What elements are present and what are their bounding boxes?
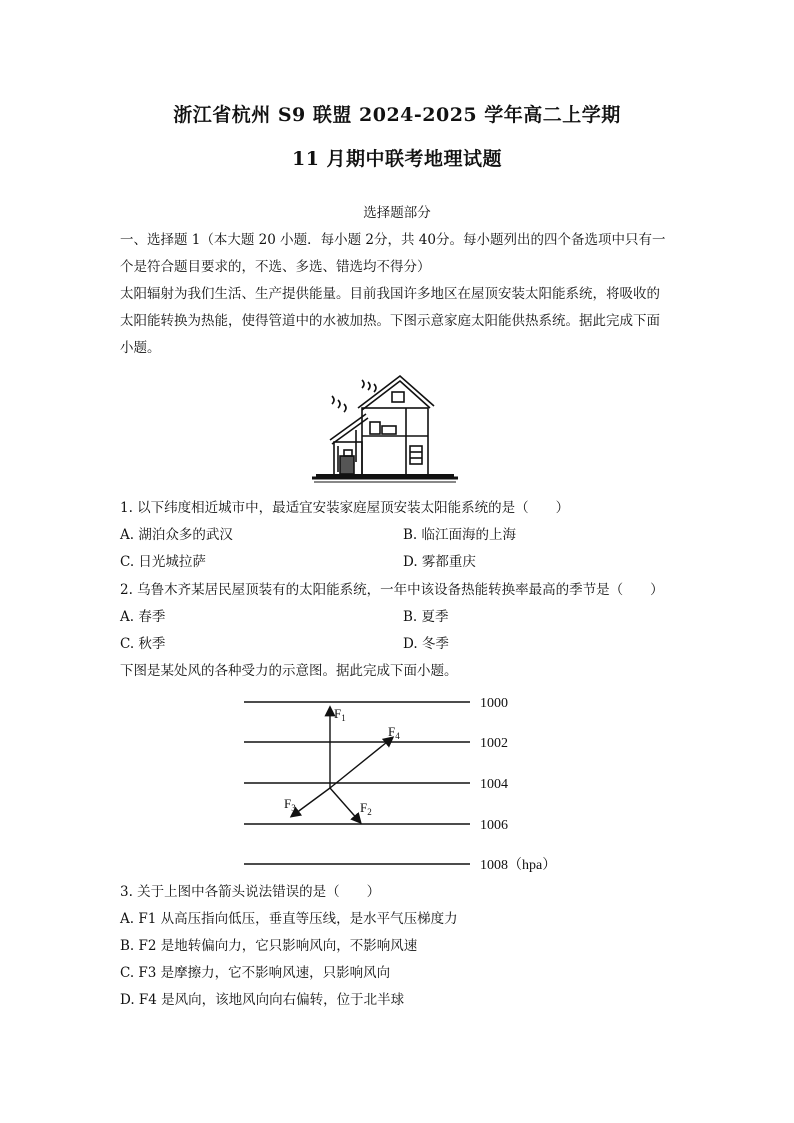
q2-option-d: D. 冬季 — [403, 636, 449, 652]
isobar-label-1000: 1000 — [480, 696, 508, 711]
document-title-line1: 浙江省杭州 S9 联盟 2024-2025 学年高二上学期 — [173, 104, 621, 126]
q3-option-a: A. F1 从高压指向低压，垂直等压线，是水平气压梯度力 — [120, 911, 458, 927]
q2-stem: 2. 乌鲁木齐某居民屋顶装有的太阳能系统，一年中该设备热能转换率最高的季节是（ ） — [120, 582, 664, 598]
arrow-f2 — [330, 788, 360, 822]
solar-house-illustration — [310, 372, 460, 488]
passage1-line1: 太阳辐射为我们生活、生产提供能量。目前我国许多地区在屋顶安装太阳能系统，将吸收的 — [120, 286, 660, 302]
q3-stem: 3. 关于上图中各箭头说法错误的是（ ） — [120, 884, 381, 900]
q1-option-a: A. 湖泊众多的武汉 — [120, 527, 233, 543]
isobar-label-1002: 1002 — [480, 736, 508, 751]
document-title-line2: 11 月期中联考地理试题 — [291, 148, 503, 170]
q1-stem: 1. 以下纬度相近城市中，最适宜安装家庭屋顶安装太阳能系统的是（ ） — [120, 500, 570, 516]
q2-option-b: B. 夏季 — [403, 609, 449, 625]
label-f2: $F_2$ — [360, 800, 372, 817]
label-f3: $F_3$ — [284, 796, 296, 813]
arrow-f3 — [292, 788, 330, 816]
isobar-label-1004: 1004 — [480, 777, 508, 792]
arrow-f4 — [330, 738, 392, 788]
passage1-line3: 小题。 — [120, 340, 161, 356]
passage1-line2: 太阳能转换为热能，使得管道中的水被加热。下图示意家庭太阳能供热系统。据此完成下面 — [120, 313, 660, 329]
isobar-label-1006: 1006 — [480, 818, 508, 833]
instructions-line2: 个是符合题目要求的，不选、多选、错选均不得分） — [120, 259, 431, 275]
label-f4: $F_4$ — [388, 724, 400, 741]
label-f1: $F_1$ — [334, 706, 346, 723]
q2-option-a: A. 春季 — [120, 609, 166, 625]
instructions-line1: 一、选择题 1（本大题 20 小题．每小题 2分，共 40分。每小题列出的四个备选项中只有一 — [120, 232, 666, 248]
passage2: 下图是某处风的各种受力的示意图。据此完成下面小题。 — [120, 663, 458, 679]
q3-option-c: C. F3 是摩擦力，它不影响风速，只影响风向 — [120, 965, 391, 981]
q3-option-d: D. F4 是风向，该地风向向右偏转，位于北半球 — [120, 992, 405, 1008]
q1-option-c: C. 日光城拉萨 — [120, 554, 206, 570]
q2-option-c: C. 秋季 — [120, 636, 166, 652]
section-heading: 选择题部分 — [363, 205, 431, 221]
q1-option-b: B. 临江面海的上海 — [403, 527, 517, 543]
q1-option-d: D. 雾都重庆 — [403, 554, 476, 570]
q3-option-b: B. F2 是地转偏向力，它只影响风向，不影响风速 — [120, 938, 418, 954]
isobar-label-1008: 1008（hpa） — [480, 858, 557, 873]
wind-force-diagram — [230, 688, 570, 874]
